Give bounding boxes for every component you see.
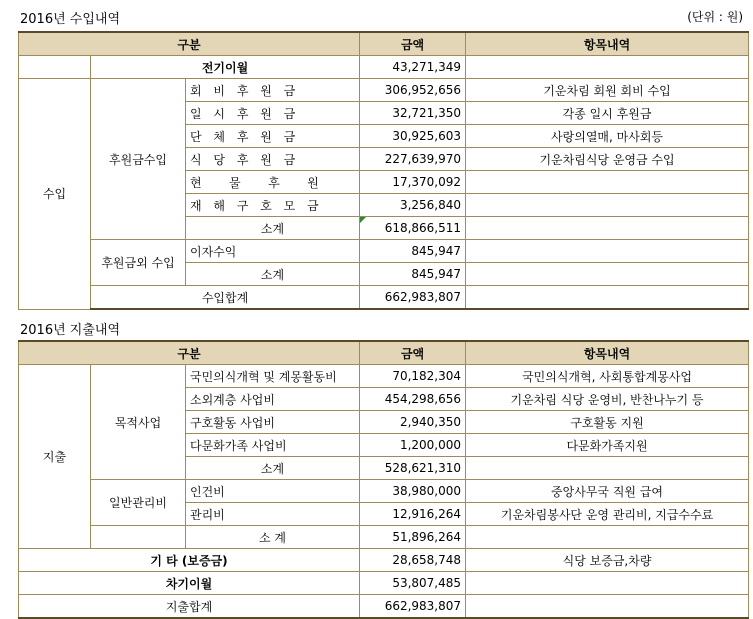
item-detail <box>466 240 749 263</box>
other-detail: 식당 보증금,차량 <box>466 549 749 572</box>
item-label: 식 당 후 원 금 <box>186 148 360 171</box>
item-label: 다문화가족 사업비 <box>186 434 360 457</box>
other-label: 기 타 (보증금) <box>19 549 360 572</box>
item-amount: 454,298,656 <box>360 388 466 411</box>
item-amount: 17,370,092 <box>360 171 466 194</box>
table-row <box>19 79 749 102</box>
expense-table <box>18 340 749 619</box>
income-header-row <box>19 32 749 56</box>
subtotal-label: 소계 <box>186 217 360 240</box>
purpose-group-label: 목적사업 <box>91 365 186 480</box>
item-amount: 3,256,840 <box>360 194 466 217</box>
non-donation-group-label: 후원금외 수입 <box>91 240 186 286</box>
item-label: 일 시 후 원 금 <box>186 102 360 125</box>
table-row <box>19 480 749 503</box>
subtotal-amount: 51,896,264 <box>360 526 466 549</box>
next-carryover-amount: 53,807,485 <box>360 572 466 595</box>
item-detail: 중앙사무국 직원 급여 <box>466 480 749 503</box>
income-total-amount: 662,983,807 <box>360 286 466 310</box>
subtotal-amount: 528,621,310 <box>360 457 466 480</box>
item-detail: 기운차림식당 운영금 수입 <box>466 148 749 171</box>
item-amount: 306,952,656 <box>360 79 466 102</box>
expense-header-row <box>19 341 749 365</box>
item-label: 현 물 후 원 <box>186 171 360 194</box>
item-detail <box>466 194 749 217</box>
item-detail: 각종 일시 후원금 <box>466 102 749 125</box>
table-row <box>19 365 749 388</box>
expense-total-row <box>19 595 749 619</box>
carryover-detail <box>466 56 749 79</box>
item-amount: 2,940,350 <box>360 411 466 434</box>
donation-group-label: 후원금수입 <box>91 79 186 240</box>
item-amount: 32,721,350 <box>360 102 466 125</box>
carryover-amount: 43,271,349 <box>360 56 466 79</box>
item-amount: 70,182,304 <box>360 365 466 388</box>
income-table <box>18 31 749 310</box>
item-label: 회 비 후 원 금 <box>186 79 360 102</box>
item-label: 단 체 후 원 금 <box>186 125 360 148</box>
header-amount: 금액 <box>360 341 466 365</box>
income-carryover-row <box>19 56 749 79</box>
item-label: 소외계층 사업비 <box>186 388 360 411</box>
item-detail: 기운차림 식당 운영비, 반찬나누기 등 <box>466 388 749 411</box>
expense-total-label: 지출합계 <box>19 595 360 619</box>
income-total-label: 수입합계 <box>91 286 360 310</box>
next-carryover-label: 차기이월 <box>19 572 360 595</box>
item-detail: 다문화가족지원 <box>466 434 749 457</box>
next-carryover-detail <box>466 572 749 595</box>
item-label: 국민의식개혁 및 계몽활동비 <box>186 365 360 388</box>
header-category: 구분 <box>19 32 360 56</box>
item-amount: 845,947 <box>360 240 466 263</box>
header-detail: 항목내역 <box>466 341 749 365</box>
item-label: 이자수익 <box>186 240 360 263</box>
subtotal-amount: 618,866,511 <box>360 217 466 240</box>
subtotal-label: 소계 <box>186 263 360 286</box>
item-detail: 기운차림봉사단 운영 관리비, 지급수수료 <box>466 503 749 526</box>
item-detail: 사랑의열매, 마사회등 <box>466 125 749 148</box>
expense-title: 2016년 지출내역 <box>20 323 121 338</box>
expense-total-amount: 662,983,807 <box>360 595 466 619</box>
subtotal-row <box>19 526 749 549</box>
item-label: 재 해 구 호 모 금 <box>186 194 360 217</box>
item-label: 관리비 <box>186 503 360 526</box>
income-title: 2016년 수입내역 <box>20 12 121 27</box>
item-amount: 227,639,970 <box>360 148 466 171</box>
item-amount: 38,980,000 <box>360 480 466 503</box>
item-label: 인건비 <box>186 480 360 503</box>
expense-main-label: 지출 <box>19 365 91 549</box>
income-total-row <box>19 286 749 310</box>
item-detail: 기운차림 회원 회비 수입 <box>466 79 749 102</box>
carryover-label: 전기이월 <box>91 56 360 79</box>
next-carryover-row <box>19 572 749 595</box>
header-detail: 항목내역 <box>466 32 749 56</box>
table-row <box>19 240 749 263</box>
unit-label: (단위 : 원) <box>687 10 743 24</box>
item-label: 구호활동 사업비 <box>186 411 360 434</box>
subtotal-label: 소 계 <box>186 526 360 549</box>
header-amount: 금액 <box>360 32 466 56</box>
item-amount: 30,925,603 <box>360 125 466 148</box>
other-row <box>19 549 749 572</box>
admin-group-label: 일반관리비 <box>91 480 186 526</box>
item-detail <box>466 171 749 194</box>
item-detail: 구호활동 지원 <box>466 411 749 434</box>
item-detail: 국민의식개혁, 사회통합계몽사업 <box>466 365 749 388</box>
income-main-label: 수입 <box>19 79 91 310</box>
subtotal-amount: 845,947 <box>360 263 466 286</box>
subtotal-label: 소계 <box>186 457 360 480</box>
item-amount: 12,916,264 <box>360 503 466 526</box>
header-category: 구분 <box>19 341 360 365</box>
other-amount: 28,658,748 <box>360 549 466 572</box>
item-amount: 1,200,000 <box>360 434 466 457</box>
